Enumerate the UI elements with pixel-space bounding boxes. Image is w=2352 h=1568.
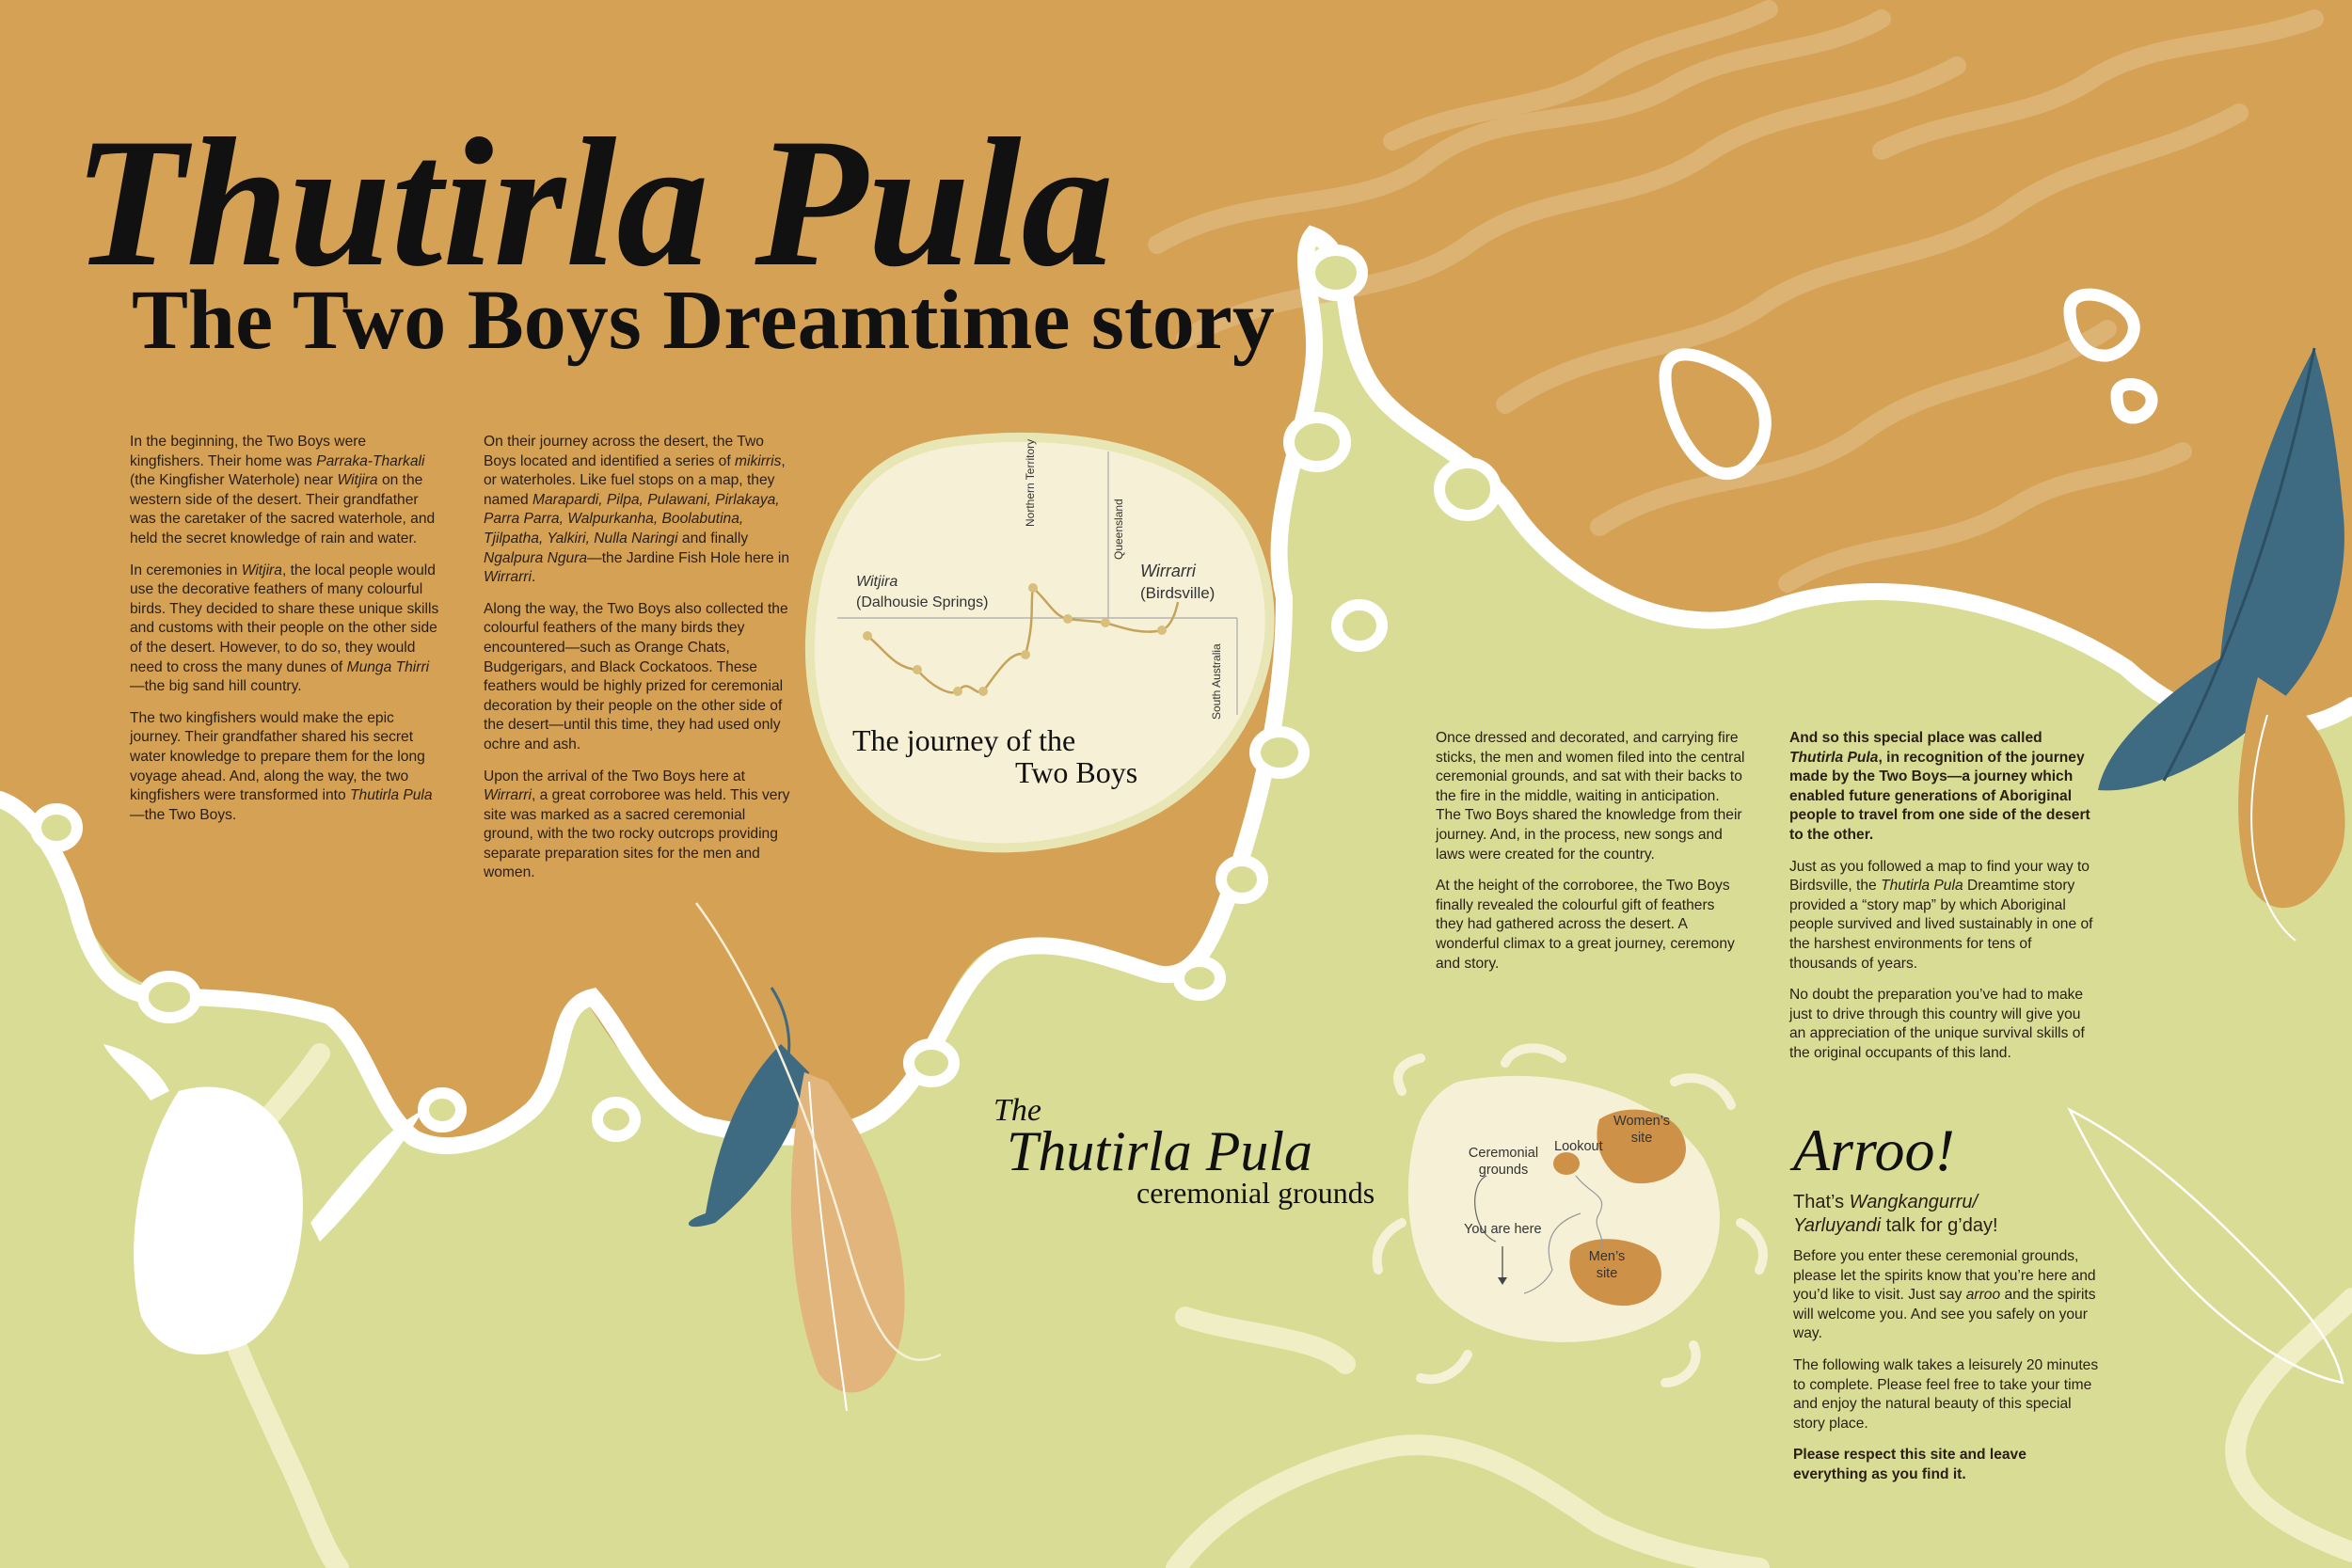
paragraph: Before you enter these ceremonial grounds, please let the spirits know that you’re here and you’d like to visit. Just say arroo and the spirits will welcome you. And see you safely on your way. (1793, 1248, 2096, 1342)
label-lookout: Lookout (1554, 1139, 1603, 1154)
paragraph: In the beginning, the Two Boys were kingfishers. Their home was Parraka-Tharkali (the Kingfisher Waterhole) near Witjira on the western side of the desert. Their grandfather was the caretaker of the sacred waterhole, and held the secret knowledge of rain and water. (130, 434, 436, 546)
story-column-5 (1793, 1247, 2104, 1497)
label-you-are-here: You are here (1464, 1222, 1542, 1237)
label-line: site (1596, 1266, 1618, 1281)
map-label-queensland: Queensland (1112, 499, 1125, 560)
paragraph: On their journey across the desert, the Two Boys located and identified a series of mikirris, or waterholes. Like fuel stops on a map, they named Marapardi, Pilpa, Pulawani, Pirlakaya, Parra Parra, Walpurkanha, Boolabutina, Tjilpatha, Yalkiri, Nulla Naringi and finally Ngalpura Ngura—the Jardine Fish Hole here in Wirrarri. (484, 434, 790, 586)
grounds-heading-title: Thutirla Pula (1007, 1120, 1313, 1182)
paragraph: The following walk takes a leisurely 20 minutes to complete. Please feel free to take your time and enjoy the natural beauty of this special story place. (1793, 1356, 2099, 1432)
paragraph: Please respect this site and leave everything as you find it. (1793, 1447, 2026, 1482)
label-line: site (1630, 1131, 1653, 1146)
label-line: Women’s (1613, 1114, 1670, 1129)
map-label-south-australia: South Australia (1210, 643, 1223, 720)
map-label-northern-territory: Northern Territory (1024, 438, 1037, 527)
greeting-line: That’s Wangkangurru/ Yarluyandi talk for g’day! (1793, 1192, 1998, 1236)
paragraph: Once dressed and decorated, and carrying fire sticks, the men and women filed into the central ceremonial grounds, and sat with their backs to the fire in the middle, waiting in anticipation. The Two Boys shared the knowledge from their journey. And, in the process, new songs and laws were created for the country. (1436, 730, 1745, 863)
paragraph: The two kingfishers would make the epic journey. Their grandfather shared his secret water knowledge to prepare them for the long voyage ahead. And, along the way, the two kingfishers were transformed into Thutirla Pula—the Two Boys. (130, 709, 433, 823)
paragraph: Upon the arrival of the Two Boys here at Wirrarri, a great corroboree was held. This very site was marked as a sacred ceremonial ground, with the two rocky outcrops providing separate preparation sites for the men and women. (484, 768, 790, 881)
arroo-heading: Arroo! (1793, 1117, 1955, 1183)
label-line: Ceremonial (1468, 1146, 1539, 1161)
grounds-heading-subtitle: ceremonial grounds (1136, 1176, 1375, 1210)
paragraph: In ceremonies in Witjira, the local people would use the decorative feathers of many colourful birds. They decided to share these unique skills and customs with their people on the other side of the desert. However, to do so, they would need to cross the many dunes of Munga Thirri—the big sand hill country. (130, 562, 439, 695)
main-subtitle: The Two Boys Dreamtime story (132, 274, 1275, 367)
paragraph: And so this special place was called Thutirla Pula, in recognition of the journey made by the Two Boys—a journey which enabled future generations of Aboriginal people to travel from one side of the desert to the other. (1789, 730, 2090, 843)
map-label-witjira: Witjira (856, 574, 898, 590)
label-line: Men’s (1588, 1249, 1626, 1264)
grounds-heading-the: The (993, 1093, 1041, 1128)
label-line: grounds (1478, 1163, 1529, 1178)
label-womens-site (1599, 1113, 1684, 1147)
paragraph: At the height of the corroboree, the Two Boys finally revealed the colourful gift of feathers they had gathered across the desert. A wonderful climax to a great journey, ceremony and story. (1436, 878, 1735, 972)
story-column-3 (1436, 729, 1746, 986)
label-mens-site (1569, 1248, 1645, 1282)
label-ceremonial-grounds (1466, 1145, 1541, 1179)
main-title: Thutirla Pula (73, 101, 1114, 305)
story-column-4 (1789, 729, 2100, 1076)
story-column-1 (130, 433, 440, 837)
journey-caption-line-2: Two Boys (1015, 755, 1138, 789)
story-column-2 (484, 433, 794, 895)
paragraph: Along the way, the Two Boys also collected the colourful feathers of the many birds they encountered—such as Orange Chats, Budgerigars, and Black Cockatoos. These feathers would be highly prized for ceremonial decoration by their people on the other side of the desert—until this time, they had used only ochre and ash. (484, 600, 788, 752)
map-label-birdsville: (Birdsville) (1140, 584, 1216, 602)
journey-caption-line-1: The journey of the (852, 723, 1076, 757)
paragraph: Just as you followed a map to find your way to Birdsville, the Thutirla Pula Dreamtime story provided a “story map” by which Aboriginal people survived and lived sustainably in one of the harshest environments for tens of thousands of years. (1789, 858, 2093, 972)
map-label-dalhousie: (Dalhousie Springs) (856, 594, 989, 610)
paragraph: No doubt the preparation you’ve had to make just to drive through this country will give you an appreciation of the unique survival skills of the original occupants of this land. (1789, 987, 2085, 1061)
map-label-wirrarri: Wirrarri (1140, 562, 1196, 580)
